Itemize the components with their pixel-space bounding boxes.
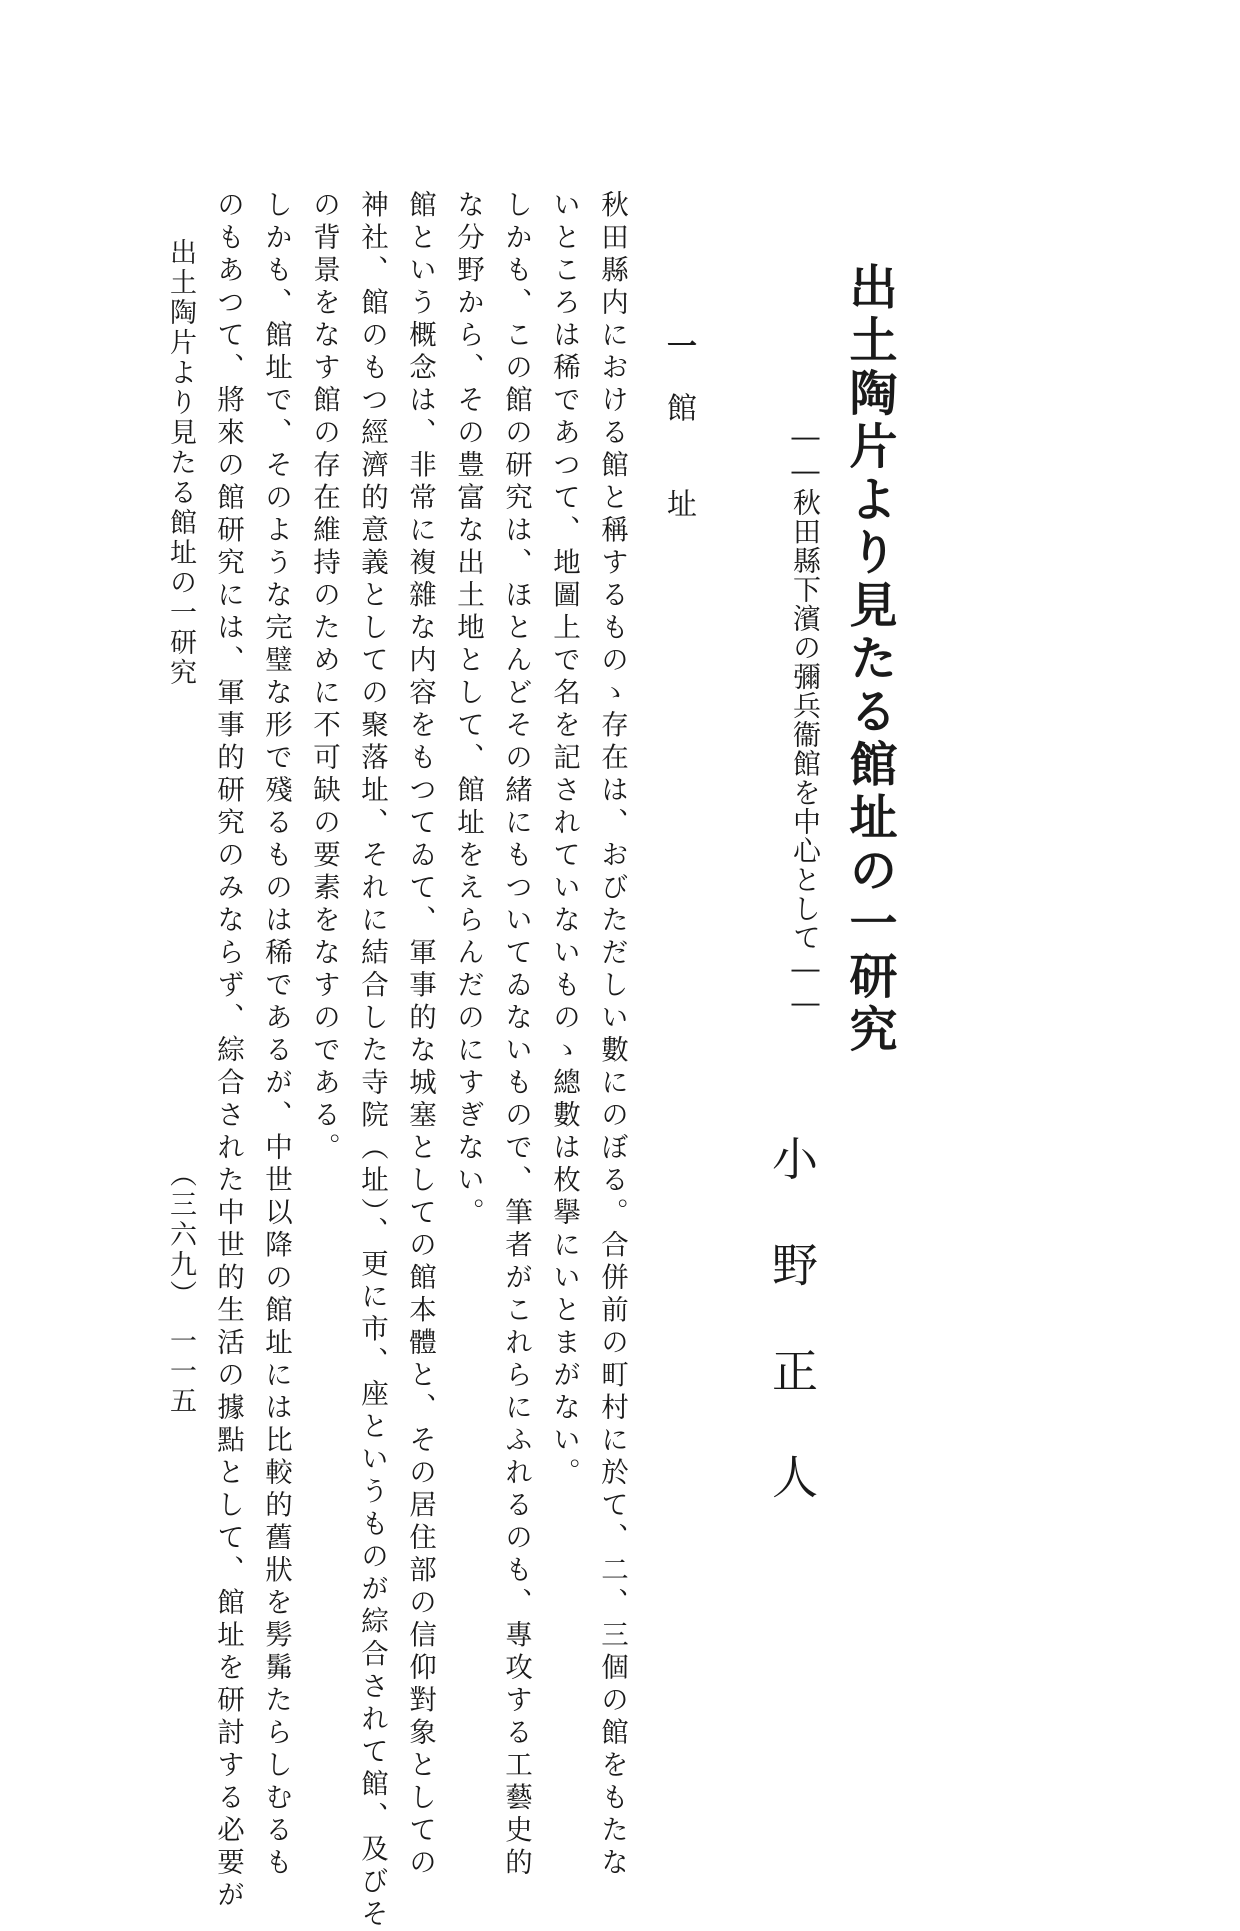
body-line: 神社、館のもつ經濟的意義としての聚落址、それに結合した寺院（址）、更に市、座というものが綜合されて館、及びそ (356, 190, 388, 1931)
body-line: な分野から、その豊富な出土地として、館址をえらんだのにすぎない。 (452, 190, 484, 1230)
article-title: 出土陶片より見たる館址の一研究 (841, 262, 897, 1057)
body-line: しかも、館址で、そのような完璧な形で殘るものは稀であるが、中世以降の館址には比較的舊狀を髣髴たらしむるも (260, 190, 292, 1880)
section-number: 一 (661, 330, 696, 378)
body-line: いところは稀であつて、地圖上で名を記されていないものゝ總數は枚擧にいとまがない。 (548, 190, 580, 1490)
page-number: （三六九） 一一五 (165, 1160, 196, 1417)
section-heading (656, 330, 700, 536)
author-name: 小野正人 (765, 1135, 819, 1559)
body-line: のもあつて、將來の館研究には、軍事的研究のみならず、綜合された中世的生活の據點として、館址を研討する必要が (212, 190, 244, 1913)
body-line: 館という概念は、非常に複雜な内容をもつてゐて、軍事的な城塞としての館本體と、その居住部の信仰對象としての (404, 190, 436, 1880)
body-line: しかも、この館の研究は、ほとんどその緒にもついてゐないもので、筆者がこれらにふれるのも、專攻する工藝史的 (500, 190, 532, 1880)
running-title: 出土陶片より見たる館址の一研究 (165, 238, 196, 688)
body-line: の背景をなす館の存在維持のために不可缺の要素をなすのである。 (308, 190, 340, 1165)
body-line: 秋田縣内における館と稱するものゝ存在は、おびただしい數にのぼる。合併前の町村に於て、二、三個の館をもたな (596, 190, 628, 1880)
section-title: 館 址 (661, 392, 696, 536)
article-subtitle: ――秋田縣下濱の彌兵衞館を中心として―― (789, 420, 822, 1020)
